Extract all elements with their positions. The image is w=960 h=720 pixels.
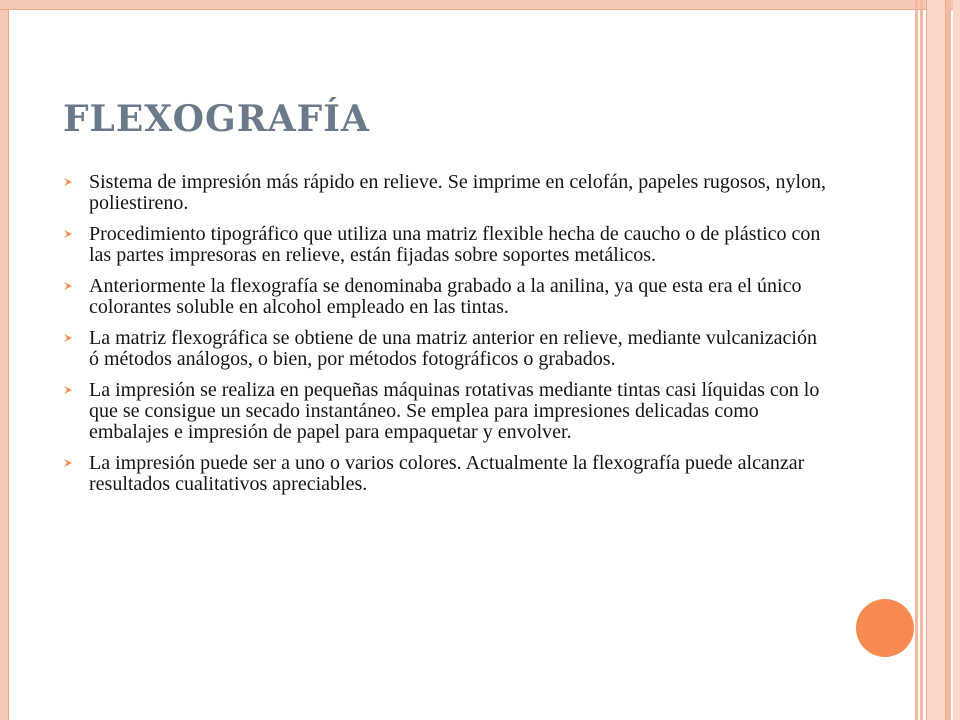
bullet-icon (62, 332, 74, 344)
bullet-item (60, 328, 830, 370)
stripe (920, 0, 923, 720)
slide-title: FLEXOGRAFÍA (63, 98, 370, 140)
stripe (915, 0, 918, 720)
bullet-item (60, 276, 830, 318)
frame-left-border (0, 0, 9, 720)
bullet-item (60, 380, 830, 443)
right-decorative-stripes (915, 0, 960, 720)
frame-top-border (0, 0, 960, 10)
bullet-text: Sistema de impresión más rápido en relieve. Se imprime en celofán, papeles rugosos, nylon, poliestireno. (89, 171, 827, 214)
stripe (953, 0, 960, 720)
stripe (926, 0, 946, 720)
bullet-icon (62, 228, 74, 240)
bullet-list (60, 172, 830, 505)
bullet-icon (62, 457, 74, 469)
decorative-orange-circle (856, 599, 914, 657)
bullet-item (60, 224, 830, 266)
bullet-text: La impresión se realiza en pequeñas máquinas rotativas mediante tintas casi líquidas con lo que se consigue un secado instantáneo. Se emplea para impresiones delicadas como embalajes e impresión de papel para empaquetar y envolver. (89, 379, 820, 443)
bullet-item (60, 453, 830, 495)
bullet-icon (62, 384, 74, 396)
bullet-icon (62, 176, 74, 188)
bullet-item (60, 172, 830, 214)
bullet-text: La impresión puede ser a uno o varios colores. Actualmente la flexografía puede alcanzar resultados cualitativos apreciables. (89, 452, 805, 495)
bullet-text: Anteriormente la flexografía se denominaba grabado a la anilina, ya que esta era el único colorantes soluble en alcohol empleado en las tintas. (89, 275, 802, 318)
bullet-text: Procedimiento tipográfico que utiliza una matriz flexible hecha de caucho o de plástico con las partes impresoras en relieve, están fijadas sobre soportes metálicos. (89, 223, 821, 266)
bullet-icon (62, 280, 74, 292)
stripe (946, 0, 951, 720)
bullet-text: La matriz flexográfica se obtiene de una matriz anterior en relieve, mediante vulcanización ó métodos análogos, o bien, por métodos fotográficos o grabados. (89, 327, 817, 370)
